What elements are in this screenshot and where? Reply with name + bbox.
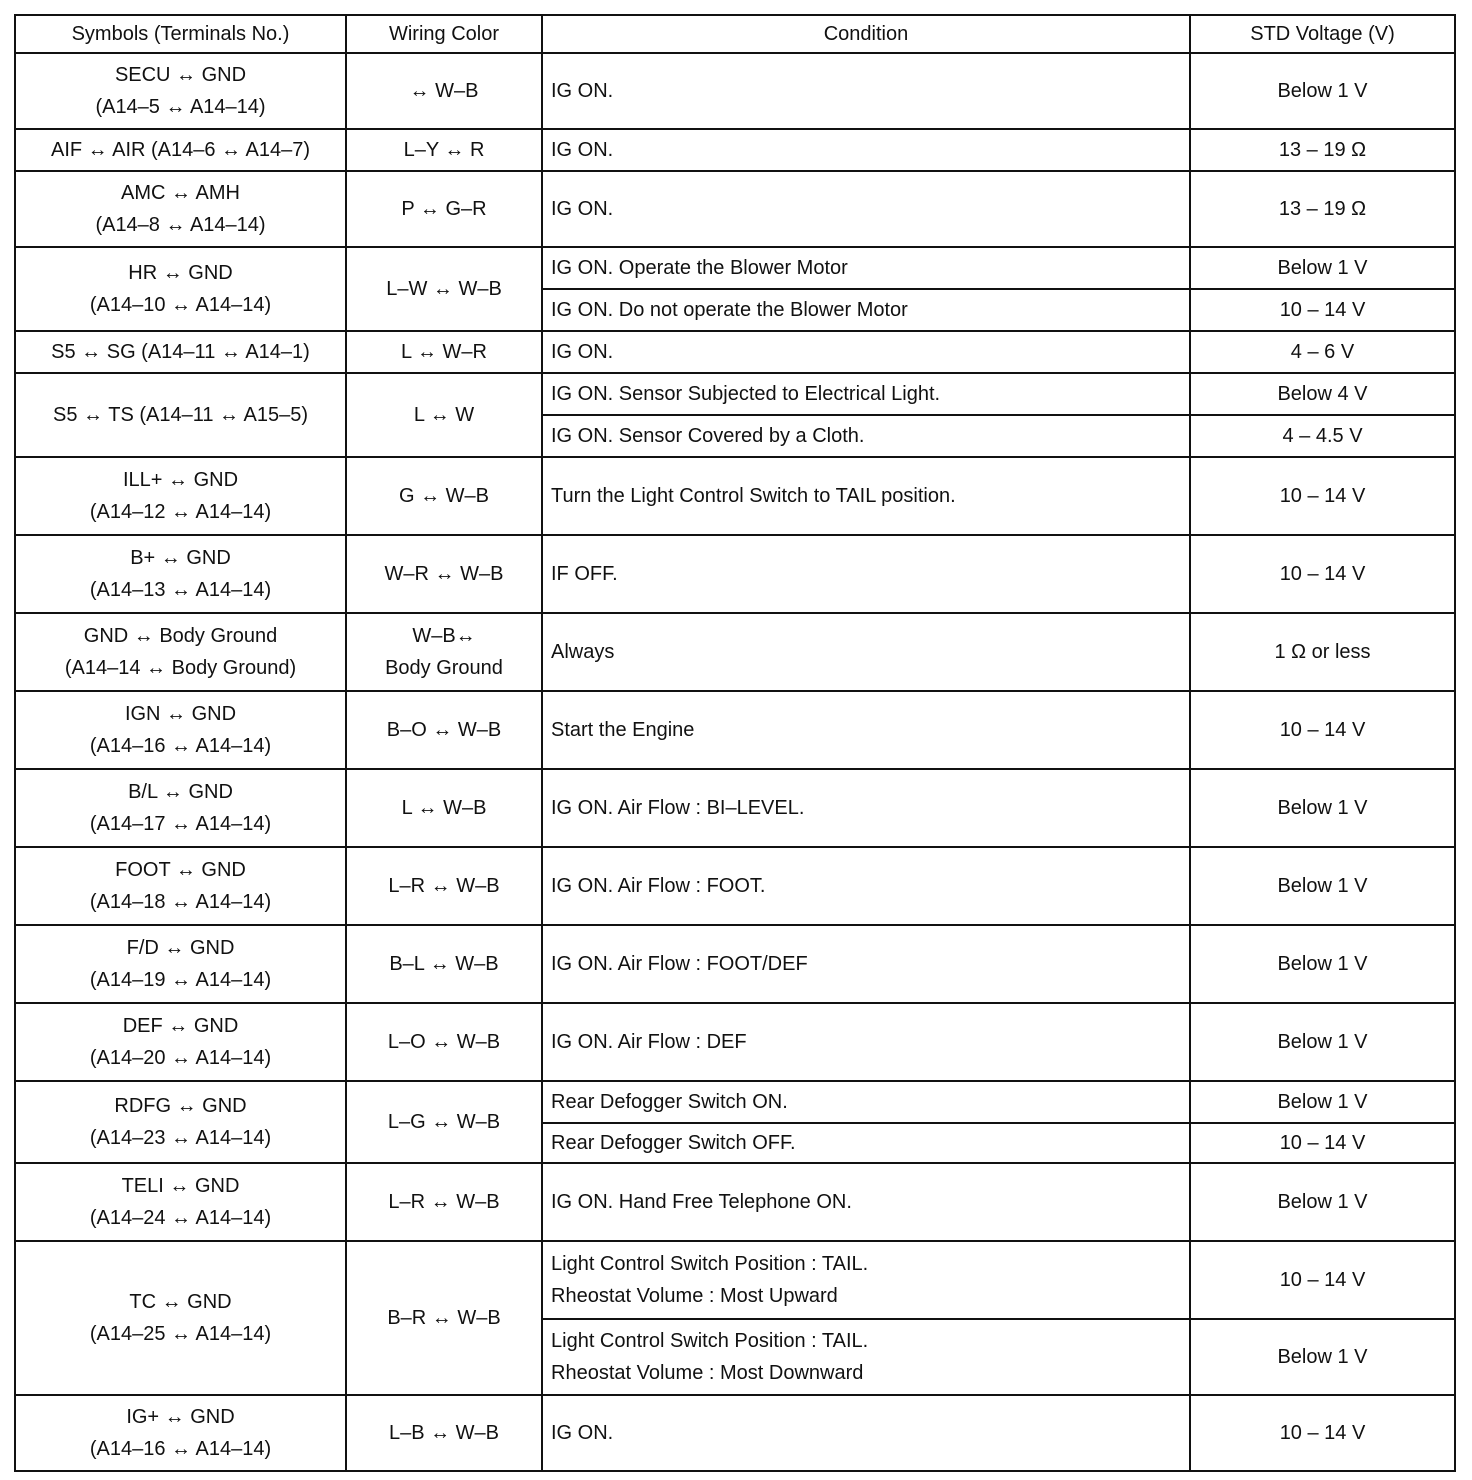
wiring-color-cell	[346, 171, 542, 247]
cell-line: L ↔ W–R	[401, 341, 487, 363]
cell-line: TC ↔ GND	[129, 1291, 232, 1313]
cell-line: Start the Engine	[551, 719, 695, 741]
cell-line: IG ON. Sensor Covered by a Cloth.	[551, 425, 865, 447]
cell-line: IG ON.	[551, 80, 614, 102]
symbol-cell	[15, 1163, 346, 1241]
wiring-color-cell	[346, 1241, 542, 1395]
std-voltage-cell: 10 – 14 V	[1190, 457, 1455, 535]
condition-cell	[542, 1319, 1190, 1395]
wiring-color-cell	[346, 247, 542, 331]
cell-line: GND ↔ Body Ground	[83, 625, 278, 647]
std-voltage-cell: Below 1 V	[1190, 1319, 1455, 1395]
std-voltage-cell: 4 – 4.5 V	[1190, 415, 1455, 457]
table-row	[15, 171, 1455, 247]
condition-cell	[542, 1003, 1190, 1081]
cell-line: Turn the Light Control Switch to TAIL position.	[551, 485, 956, 507]
cell-line: S5 ↔ SG (A14–11 ↔ A14–1)	[51, 341, 310, 363]
cell-line: Rear Defogger Switch ON.	[551, 1091, 788, 1113]
symbol-cell	[15, 331, 346, 373]
cell-line: TELI ↔ GND	[121, 1175, 240, 1197]
cell-line: (A14–5 ↔ A14–14)	[95, 96, 266, 118]
table-row	[15, 331, 1455, 373]
cell-line: B–O ↔ W–B	[386, 719, 502, 741]
condition-cell	[542, 847, 1190, 925]
table-row	[15, 129, 1455, 171]
cell-line: IG ON. Air Flow : DEF	[551, 1031, 747, 1053]
wiring-color-cell	[346, 331, 542, 373]
cell-line: L–W ↔ W–B	[386, 278, 502, 300]
cell-line: SECU ↔ GND	[114, 64, 247, 86]
symbol-cell	[15, 53, 346, 129]
wiring-color-cell	[346, 457, 542, 535]
symbol-cell	[15, 1081, 346, 1163]
cell-line: IG ON. Air Flow : BI–LEVEL.	[551, 797, 805, 819]
table-row	[15, 613, 1455, 691]
cell-line: ↔ W–B	[409, 80, 479, 102]
condition-cell	[542, 1241, 1190, 1319]
cell-line: HR ↔ GND	[128, 262, 233, 284]
symbol-cell	[15, 373, 346, 457]
cell-line: IG ON.	[551, 139, 614, 161]
cell-line: (A14–24 ↔ A14–14)	[89, 1207, 272, 1229]
cell-line: (A14–25 ↔ A14–14)	[89, 1323, 272, 1345]
table-header-row	[15, 15, 1455, 53]
header-std-voltage: STD Voltage (V)	[1190, 15, 1455, 53]
cell-line: L–O ↔ W–B	[387, 1031, 501, 1053]
cell-line: RDFG ↔ GND	[114, 1095, 247, 1117]
cell-line: Light Control Switch Position : TAIL.	[551, 1253, 869, 1275]
cell-line: Rheostat Volume : Most Downward	[551, 1362, 864, 1384]
cell-line: L–R ↔ W–B	[388, 875, 500, 897]
condition-cell	[542, 171, 1190, 247]
cell-line: (A14–10 ↔ A14–14)	[89, 294, 272, 316]
cell-line: IF OFF.	[551, 563, 618, 585]
std-voltage-cell: Below 1 V	[1190, 247, 1455, 289]
wiring-color-cell	[346, 1081, 542, 1163]
cell-line: IGN ↔ GND	[124, 703, 237, 725]
symbol-cell	[15, 535, 346, 613]
cell-line: IG ON.	[551, 341, 614, 363]
symbol-cell	[15, 1395, 346, 1471]
std-voltage-cell: 10 – 14 V	[1190, 289, 1455, 331]
cell-line: IG ON.	[551, 1422, 614, 1444]
table-row	[15, 373, 1455, 415]
condition-cell	[542, 289, 1190, 331]
condition-cell	[542, 415, 1190, 457]
std-voltage-cell: Below 1 V	[1190, 769, 1455, 847]
std-voltage-cell: 13 – 19 Ω	[1190, 129, 1455, 171]
symbol-cell	[15, 925, 346, 1003]
symbol-cell	[15, 247, 346, 331]
cell-line: (A14–19 ↔ A14–14)	[89, 969, 272, 991]
table-row	[15, 457, 1455, 535]
condition-cell	[542, 129, 1190, 171]
condition-cell	[542, 53, 1190, 129]
std-voltage-cell: 10 – 14 V	[1190, 1395, 1455, 1471]
cell-line: Always	[551, 641, 615, 663]
cell-line: IG+ ↔ GND	[126, 1406, 235, 1428]
wiring-color-cell	[346, 1395, 542, 1471]
symbol-cell	[15, 1003, 346, 1081]
std-voltage-cell: 1 Ω or less	[1190, 613, 1455, 691]
cell-line: G ↔ W–B	[398, 485, 489, 507]
table-row	[15, 847, 1455, 925]
cell-line: DEF ↔ GND	[122, 1015, 239, 1037]
condition-cell	[542, 769, 1190, 847]
std-voltage-cell: Below 1 V	[1190, 53, 1455, 129]
cell-line: B+ ↔ GND	[130, 547, 231, 569]
symbol-cell	[15, 171, 346, 247]
cell-line: L ↔ W	[413, 404, 475, 426]
cell-line: (A14–8 ↔ A14–14)	[95, 214, 266, 236]
table-row	[15, 535, 1455, 613]
wiring-color-cell	[346, 847, 542, 925]
header-symbols: Symbols (Terminals No.)	[15, 15, 346, 53]
table-row	[15, 769, 1455, 847]
cell-line: L–R ↔ W–B	[388, 1191, 500, 1213]
std-voltage-cell: Below 4 V	[1190, 373, 1455, 415]
cell-line: (A14–18 ↔ A14–14)	[89, 891, 272, 913]
cell-line: L–Y ↔ R	[403, 139, 485, 161]
cell-line: F/D ↔ GND	[126, 937, 235, 959]
symbol-cell	[15, 457, 346, 535]
header-condition: Condition	[542, 15, 1190, 53]
symbol-cell	[15, 129, 346, 171]
std-voltage-cell: Below 1 V	[1190, 1163, 1455, 1241]
wiring-color-cell	[346, 53, 542, 129]
cell-line: Body Ground	[385, 657, 503, 679]
terminal-voltage-table	[14, 14, 1456, 1472]
cell-line: AIF ↔ AIR (A14–6 ↔ A14–7)	[50, 139, 310, 161]
cell-line: L–B ↔ W–B	[388, 1422, 500, 1444]
wiring-color-cell	[346, 535, 542, 613]
condition-cell	[542, 1395, 1190, 1471]
std-voltage-cell: Below 1 V	[1190, 847, 1455, 925]
cell-line: L ↔ W–B	[401, 797, 487, 819]
cell-line: B/L ↔ GND	[128, 781, 233, 803]
condition-cell	[542, 925, 1190, 1003]
condition-cell	[542, 457, 1190, 535]
symbol-cell	[15, 847, 346, 925]
wiring-color-cell	[346, 613, 542, 691]
cell-line: IG ON. Sensor Subjected to Electrical Light.	[551, 383, 941, 405]
cell-line: B–R ↔ W–B	[387, 1307, 501, 1329]
cell-line: (A14–13 ↔ A14–14)	[89, 579, 272, 601]
std-voltage-cell: Below 1 V	[1190, 925, 1455, 1003]
cell-line: (A14–16 ↔ A14–14)	[89, 735, 272, 757]
cell-line: W–B↔	[412, 625, 476, 647]
condition-cell	[542, 247, 1190, 289]
wiring-color-cell	[346, 373, 542, 457]
table-row	[15, 1081, 1455, 1123]
table-row	[15, 1395, 1455, 1471]
symbol-cell	[15, 691, 346, 769]
cell-line: W–R ↔ W–B	[384, 563, 504, 585]
cell-line: Rheostat Volume : Most Upward	[551, 1285, 838, 1307]
cell-line: IG ON. Air Flow : FOOT.	[551, 875, 766, 897]
cell-line: IG ON.	[551, 198, 614, 220]
condition-cell	[542, 331, 1190, 373]
cell-line: Light Control Switch Position : TAIL.	[551, 1330, 869, 1352]
table-row	[15, 1003, 1455, 1081]
std-voltage-cell: 10 – 14 V	[1190, 1241, 1455, 1319]
cell-line: IG ON. Hand Free Telephone ON.	[551, 1191, 852, 1213]
condition-cell	[542, 691, 1190, 769]
cell-line: L–G ↔ W–B	[387, 1111, 501, 1133]
cell-line: B–L ↔ W–B	[389, 953, 499, 975]
condition-cell	[542, 1081, 1190, 1123]
wiring-color-cell	[346, 769, 542, 847]
cell-line: Rear Defogger Switch OFF.	[551, 1132, 796, 1154]
table-row	[15, 1241, 1455, 1319]
header-wiring-color: Wiring Color	[346, 15, 542, 53]
cell-line: ILL+ ↔ GND	[122, 469, 239, 491]
cell-line: IG ON. Do not operate the Blower Motor	[551, 299, 908, 321]
std-voltage-cell: Below 1 V	[1190, 1003, 1455, 1081]
cell-line: IG ON. Air Flow : FOOT/DEF	[551, 953, 808, 975]
condition-cell	[542, 373, 1190, 415]
cell-line: (A14–20 ↔ A14–14)	[89, 1047, 272, 1069]
std-voltage-cell: 10 – 14 V	[1190, 535, 1455, 613]
std-voltage-cell: 4 – 6 V	[1190, 331, 1455, 373]
cell-line: IG ON. Operate the Blower Motor	[551, 257, 848, 279]
cell-line: (A14–14 ↔ Body Ground)	[64, 657, 297, 679]
cell-line: (A14–16 ↔ A14–14)	[89, 1438, 272, 1460]
wiring-color-cell	[346, 1003, 542, 1081]
condition-cell	[542, 1123, 1190, 1163]
condition-cell	[542, 613, 1190, 691]
cell-line: FOOT ↔ GND	[115, 859, 246, 881]
wiring-color-cell	[346, 1163, 542, 1241]
table-row	[15, 53, 1455, 129]
table-row	[15, 925, 1455, 1003]
table-body	[15, 53, 1455, 1471]
cell-line: AMC ↔ AMH	[121, 182, 240, 204]
table-row	[15, 691, 1455, 769]
cell-line: (A14–12 ↔ A14–14)	[89, 501, 272, 523]
std-voltage-cell: 10 – 14 V	[1190, 1123, 1455, 1163]
condition-cell	[542, 1163, 1190, 1241]
wiring-color-cell	[346, 129, 542, 171]
table-row	[15, 247, 1455, 289]
std-voltage-cell: 10 – 14 V	[1190, 691, 1455, 769]
cell-line: P ↔ G–R	[401, 198, 487, 220]
cell-line: (A14–23 ↔ A14–14)	[89, 1127, 272, 1149]
cell-line: S5 ↔ TS (A14–11 ↔ A15–5)	[53, 404, 308, 426]
wiring-color-cell	[346, 925, 542, 1003]
symbol-cell	[15, 613, 346, 691]
std-voltage-cell: 13 – 19 Ω	[1190, 171, 1455, 247]
symbol-cell	[15, 1241, 346, 1395]
std-voltage-cell: Below 1 V	[1190, 1081, 1455, 1123]
cell-line: (A14–17 ↔ A14–14)	[89, 813, 272, 835]
wiring-color-cell	[346, 691, 542, 769]
table-row	[15, 1163, 1455, 1241]
condition-cell	[542, 535, 1190, 613]
symbol-cell	[15, 769, 346, 847]
